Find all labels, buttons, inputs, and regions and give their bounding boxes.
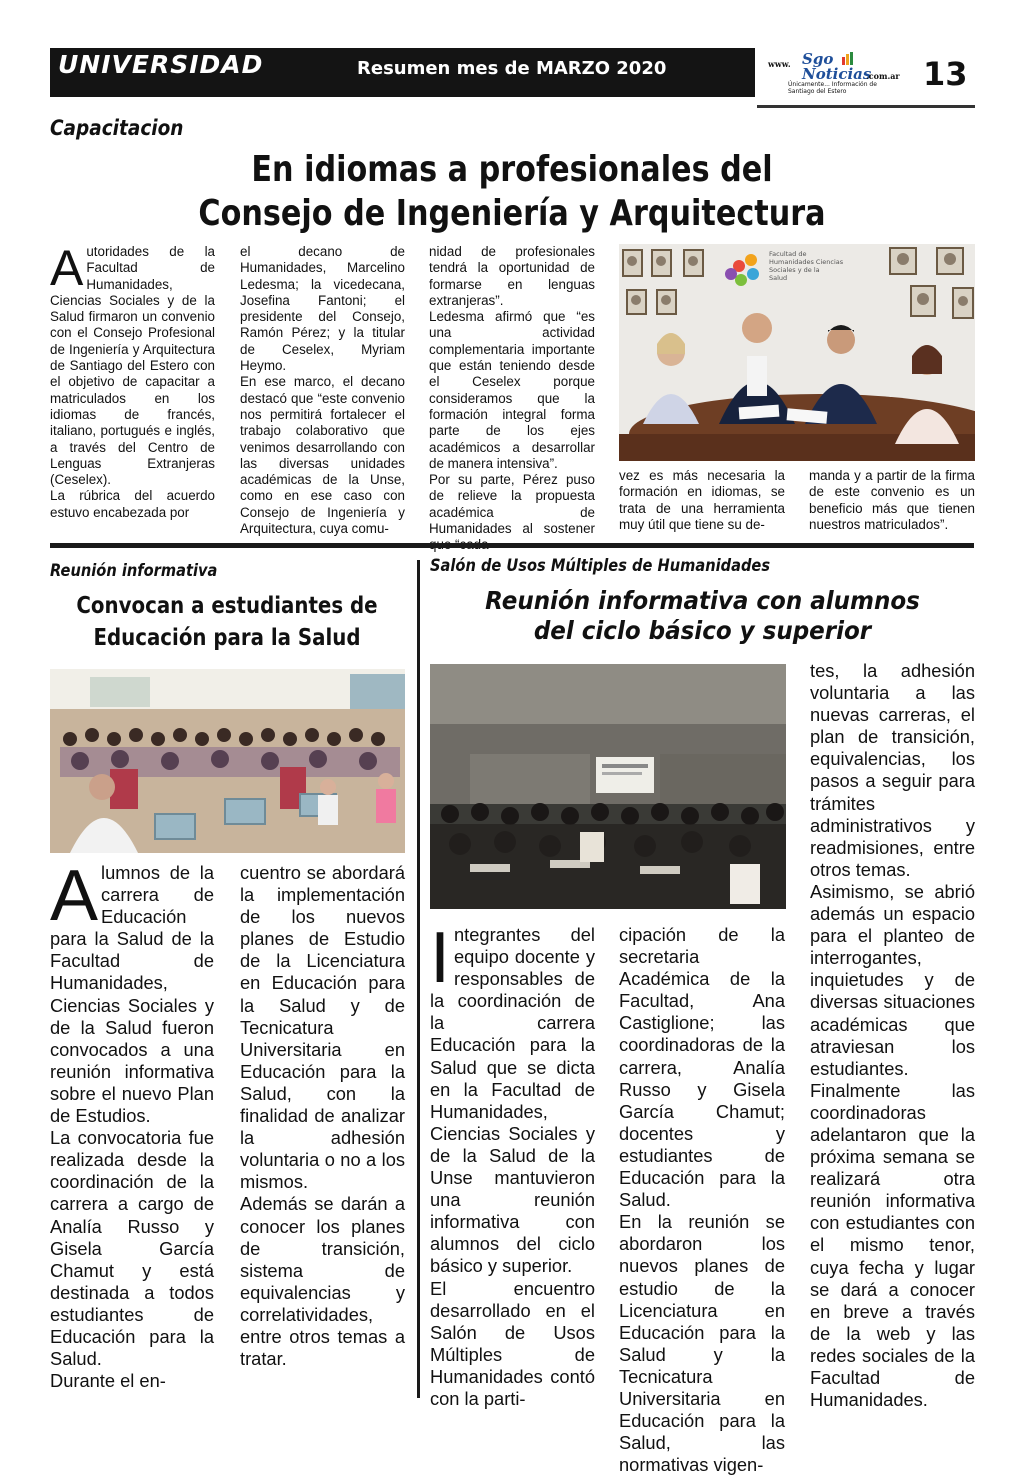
article1-col2-text: el decano de Humanidades, Marcelino Ledesma; la vicedecana, Josefina Fantoni; el presidente del Consejo, Ramón Pérez; y la titular de Ceselex, Myriam Heymo. En ese marco, el decano destacó que “este convenio nos permitirá fortalecer el trabajo colaborativo que venimos desarrollando con las diversas unidades académicas de la Unse, como en ese caso con Consejo de Ingeniería y Arquitectura, cuya comu- — [240, 244, 405, 537]
article1-col5-text: manda y a partir de la firma de este convenio es un beneficio más que tienen nuestros matriculados”. — [809, 468, 975, 532]
article2-col2-text: cuentro se abordará la implementación de los nuevos planes de Estudio de la Licenciatura en Educación para la Salud y de Tecnicatura Universitaria en Educación para la Salud, con la finalidad de analizar la adhesión voluntaria o no a los mismos. Además se darán a conocer los planes de transición, sistema de equivalencias y correlatividades, entre otros temas a tratar. — [240, 862, 405, 1370]
photo-sign-line: Salud — [769, 274, 788, 282]
article3-photo — [430, 664, 786, 909]
article2-title-line2: Educación para la Salud — [93, 625, 361, 651]
sgo-noticias-logo[interactable] — [768, 50, 918, 94]
article3-drop-cap: I — [430, 918, 451, 998]
signing-photo-illustration — [619, 244, 975, 461]
article2-photo — [50, 669, 405, 853]
article1-title — [191, 148, 833, 236]
article1-photo — [619, 244, 975, 461]
article1-col3-text: nidad de profesionales tendrá la oportunidad de formarse en lenguas extranjeras”. Ledesma afirmó que “es una actividad complementaria importante que están teniendo desde el Ceselex porque consideramos que la formación integral forma parte de los ejes académicos a desarrollar de manera intensiva”. Por su parte, Pérez puso de relieve la propuesta académica de Humanidades al sostener — [429, 244, 595, 537]
article3-title — [452, 586, 953, 646]
article1-column-2 — [240, 244, 405, 540]
article2-column-2 — [240, 862, 405, 1397]
article2-kicker: Reunión informativa — [50, 561, 218, 581]
article2-title — [66, 590, 388, 654]
article2-col1-text: lumnos de la carrera de Educación para la Salud de la Facultad de Humanidades, Ciencias Sociales y de la Salud fueron convocados a una reunión informativa sobre el nuevo Plan de Estudios. La convocatoria fue realizada desde la coordinación de la carrera a cargo de Analía Russo y Gisela García Chamut y está destinada a todos estudiantes de Educación para la Salud. Durante el en- — [50, 862, 214, 1392]
article3-col1-text: ntegrantes del equipo docente y responsables de la coordinación de la carrera Educación para la Salud que se dicta en la Facultad de Humanidades, Ciencias Sociales y de la Salud de la Unse mantuvieron una reunión informativa con alumnos del ciclo básico y superior. El encuentro desarrollado en el Salón de Usos Múltiples de Humanidades contó con la parti- — [430, 924, 595, 1409]
logo-tagline: Únicamente... Información de Santiago del Estero — [788, 81, 877, 95]
article3-title-line1: Reunión informativa con alumnos — [485, 586, 920, 615]
article1-col4-text: vez es más necesaria la formación en idiomas, se trata de una herramienta muy útil que tiene su de- — [619, 468, 785, 532]
photo-sign-line: Facultad de — [769, 250, 807, 258]
article1-column-3 — [429, 244, 595, 540]
article3-column-1 — [430, 918, 595, 1409]
classroom-photo-illustration — [50, 669, 405, 853]
section-divider — [50, 543, 974, 548]
issue-summary: Resumen mes de MARZO 2020 — [357, 58, 667, 79]
logo-www: www. — [768, 59, 791, 69]
article3-kicker: Salón de Usos Múltiples de Humanidades — [430, 556, 771, 576]
article2-drop-cap: A — [50, 856, 99, 936]
article1-drop-cap: A — [50, 240, 84, 296]
article3-column-2 — [619, 924, 785, 1476]
article1-kicker: Capacitacion — [50, 116, 184, 140]
article1-title-line1: En idiomas a profesionales del — [251, 149, 773, 190]
article2-title-line1: Convocan a estudiantes de — [76, 593, 378, 619]
article1-column-5 — [809, 468, 975, 540]
article1-title-line2: Consejo de Ingeniería y Arquitectura — [198, 193, 826, 234]
article2-column-1 — [50, 856, 214, 1397]
logo-domain: .com.ar — [866, 71, 900, 81]
auditorium-photo-illustration — [430, 664, 786, 909]
logo-sgo: Sgo — [802, 50, 834, 68]
column-divider — [417, 560, 420, 1398]
logo-bars-icon — [842, 52, 854, 65]
photo-sign-line: Humanidades Ciencias — [769, 258, 844, 266]
article3-col2-text: cipación de la secretaria Académica de la Facultad, Ana Castiglione; las coordinadoras de la carrera, Analía Russo y Gisela García Chamut; docentes y estudiantes de Educación para la Salud. En la reunión se abordaron los nuevos planes de estudio de la Licenciatura en Educación para la Salud y la Tecnicatura Universitaria en Educación para la Salud, las normativas vigen- — [619, 924, 785, 1476]
logo-noticias: Noticias — [802, 65, 872, 83]
article3-title-line2: del ciclo básico y superior — [533, 616, 872, 645]
article3-column-3 — [810, 660, 975, 1411]
page-number: 13 — [923, 55, 968, 93]
section-name: UNIVERSIDAD — [58, 50, 264, 79]
article3-col3-text: tes, la adhesión voluntaria a las nuevas carreras, el plan de transición, equivalencias, los pasos a seguir para trámites administrativos y readmisiones, entre otros temas. Asimismo, se abrió además un espacio para el planteo de interrogantes, inquietudes y de diversas situaciones académicas que atraviesan los estudiantes. Finalmente las coordinadoras adelantaron que la próxima semana se realizará otra reunión informativa con estudiantes con el mismo tenor, cuya fecha y lugar se dará a conocer en breve a través de la web y las redes sociales de la Facultad de Humanidades. — [810, 660, 975, 1411]
photo-sign-line: Sociales y de la — [769, 266, 820, 274]
article1-column-1 — [50, 240, 215, 540]
article1-col1-text: utoridades de la Facultad de Humanidades, Ciencias Sociales y de la Salud firmaron un convenio con el Consejo Profesional de Ingeniería y Arquitectura de Santiago del Estero con el objetivo de capacitar a matriculados en los idiomas de francés, italiano, portugués e inglés, a través del Centro de Lenguas Extranjeras (Ceselex). La rúbrica del acuerdo estuvo encabezada por — [50, 244, 215, 520]
article1-column-4 — [619, 468, 785, 540]
header-underline — [757, 105, 975, 108]
